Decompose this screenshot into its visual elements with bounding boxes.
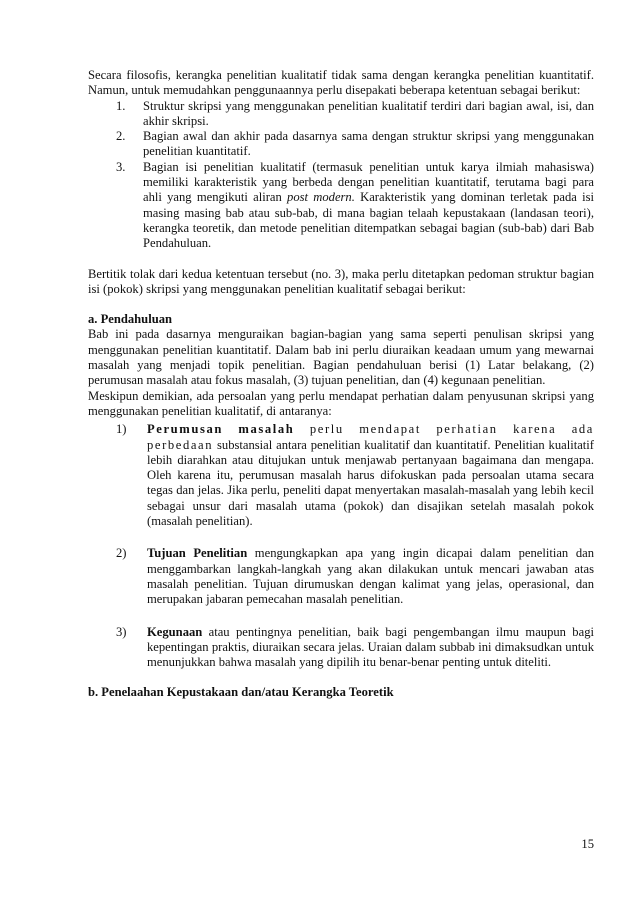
list-marker: 3. [116, 159, 126, 174]
list-item [88, 546, 594, 607]
list-item-text: Struktur skripsi yang menggunakan penelitian kualitatif terdiri dari bagian awal, isi, dan akhir skripsi. [143, 98, 594, 128]
item-text: mengungkapkan apa yang ingin dicapai dalam penelitian dan menggambarkan langkah-langkah yang akan dilakukan untuk mencari jawaban atas masalah penelitian. Tujuan dirumuskan dengan kalimat yang jelas, operasional, dan merupakan jabaran pemecahan masalah penelitian. [147, 546, 595, 607]
list-item [88, 625, 594, 671]
list-marker: 1) [116, 422, 127, 437]
list-item [88, 129, 594, 160]
item-term: Tujuan Penelitian [147, 546, 248, 561]
list-item [88, 160, 594, 252]
item-term: Perumusan masalah [147, 422, 295, 437]
section-a-paragraph-2: Meskipun demikian, ada persoalan yang perlu mendapat perhatian dalam penyusunan skripsi yang menggunakan penelitian kualitatif, di antaranya: [88, 388, 594, 418]
list-marker: 2) [116, 546, 127, 561]
bridge-paragraph: Bertitik tolak dari kedua ketentuan tersebut (no. 3), maka perlu ditetapkan pedoman struktur bagian isi (pokok) skripsi yang menggunakan penelitian kualitatif sebagai berikut: [88, 266, 594, 296]
section-a-paragraph-1: Bab ini pada dasarnya menguraikan bagian-bagian yang sama seperti penulisan skripsi yang menggunakan penelitian kuantitatif. Dalam bab ini perlu diuraikan keadaan umum yang mewarnai masalah yang menjadi topik penelitian. Bagian pendahuluan berisi (1) Latar belakang, (2) perumusan masalah atau fokus masalah, (3) tujuan penelitian, dan (4) kegunaan penelitian. [88, 327, 594, 388]
section-heading-b: b. Penelaahan Kepustakaan dan/atau Kerangka Teoretik [88, 685, 394, 700]
list-item-text-continued: Karakteristik yang dominan terletak pada isi masing masing bab atau sub-bab, di mana bagian telaah kepustakaan (landasan teori), kerangka teoretik, dan metode penelitian ditempatkan sebagai bagian (sub-bab) dari Bab Pendahuluan. [143, 190, 594, 251]
item-text: atau pentingnya penelitian, baik bagi pengembangan ilmu maupun bagi kepentingan praktis, diuraikan secara jelas. Uraian dalam subbab ini dimaksudkan untuk menunjukkan bahwa masalah yang dipilih itu benar-benar penting untuk diteliti. [147, 624, 594, 670]
list-marker: 2. [116, 129, 126, 144]
rules-list [88, 99, 594, 252]
list-marker: 1. [116, 98, 126, 113]
list-item [88, 422, 594, 529]
item-text: substansial antara penelitian kualitatif dan kuantitatif. Penelitian kualitatif lebih diarahkan atau ditujukan untuk menjawab pertanyaan bagaimana dan mengapa. Oleh karena itu, perumusan masalah harus difokuskan pada persoalan utama secara tegas dan jelas. Jika perlu, peneliti dapat menyertakan masalah-masalah yang lebih kecil sebagai unsur dari masalah utama (pokok) dan disajikan setelah masalah pokok (masalah penelitian). [147, 437, 594, 529]
list-item [88, 99, 594, 130]
section-heading-a: a. Pendahuluan [88, 312, 172, 327]
italic-term: post modern. [287, 190, 355, 205]
issues-list [88, 422, 594, 670]
page-content [88, 68, 594, 701]
intro-paragraph: Secara filosofis, kerangka penelitian kualitatif tidak sama dengan kerangka penelitian kuantitatif. Namun, untuk memudahkan penggunaannya perlu disepakati beberapa ketentuan sebagai berikut: [88, 68, 594, 98]
page-number: 15 [581, 837, 594, 851]
item-term: Kegunaan [147, 624, 203, 639]
list-item-text: Bagian isi penelitian kualitatif (termasuk penelitian untuk karya ilmiah mahasiswa) memiliki karakteristik yang berbeda dengan penelitian kuantitatif, terutama bagi para ahli yang mengikuti aliran [143, 159, 594, 205]
list-item-text: Bagian awal dan akhir pada dasarnya sama dengan struktur skripsi yang menggunakan penelitian kuantitatif. [143, 129, 594, 159]
item-lead-text: perlu mendapat perhatian karena ada perbedaan [147, 422, 594, 452]
list-marker: 3) [116, 624, 127, 639]
